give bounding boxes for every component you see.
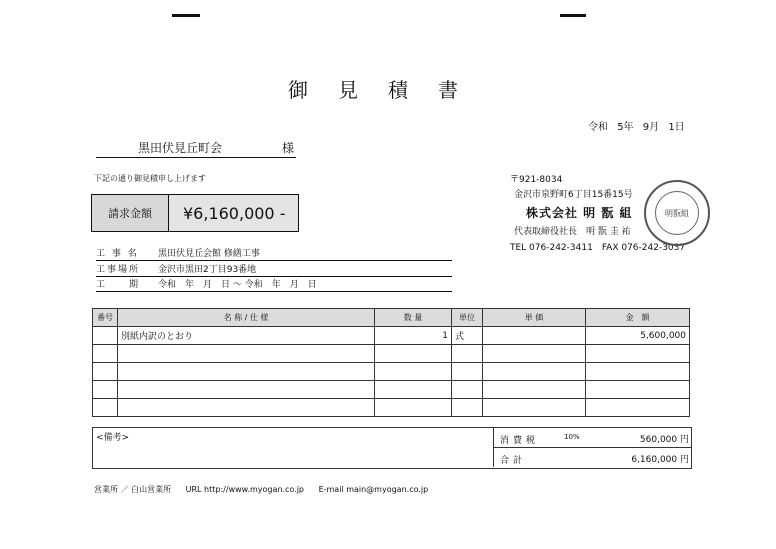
seal-inner-ring: 明翫組 [655,191,699,235]
table-header [93,309,690,327]
totals-box [92,427,692,469]
footer-url: URL http://www.myogan.co.jp [185,485,305,494]
tax-label: 消費税 [500,436,540,446]
col-amount: 金 額 [586,309,690,327]
client-honorific: 様 [282,141,295,155]
col-name: 名 称 / 仕 様 [118,309,375,327]
issue-date: 令和 5年 9月 1日 [588,122,685,133]
tax-rate: 10% [564,433,580,441]
company-address: 金沢市泉野町6丁目15番15号 [514,190,633,200]
col-price: 単 価 [483,309,586,327]
amount-value: ¥6,160,000 - [169,195,298,231]
client-line [96,139,296,158]
client-name: 黒田伏見丘町会 [138,141,223,155]
project-period-row: 工 期 令和 年 月 日 ～ 令和 年 月 日 [96,275,452,292]
amount-box [91,194,299,232]
table-row [93,399,690,417]
project-name-row: 工 事 名 黒田伏見丘会館 修繕工事 [96,244,452,261]
company-name: 株式会社 明 翫 組 [526,206,633,220]
col-unit: 単位 [452,309,483,327]
table-row: 別紙内訳のとおり 1 式 5,600,000 [93,327,690,345]
project-location-row: 工事場所 金沢市黒田2丁目93番地 [96,260,452,277]
remarks-label: <備考> [96,433,130,443]
table-row [93,381,690,399]
tax-row [493,428,692,448]
footer-email: E-mail main@myogan.co.jp [318,485,429,494]
scan-mark-left [172,14,200,17]
total-row [493,448,692,467]
company-representative: 代表取締役社長 明 翫 圭 祐 [514,227,631,237]
footer-office: 営業所 ／ 白山営業所 [94,485,172,494]
company-seal-icon [644,180,710,246]
intro-text: 下記の通り御見積申し上げます [94,174,206,183]
company-tel-fax: TEL 076-242-3411 FAX 076-242-3037 [510,243,686,253]
scan-mark-right [560,14,586,17]
tax-value: 560,000 円 [639,435,689,445]
table-row [93,345,690,363]
table-row [93,363,690,381]
items-table [92,308,690,417]
col-number: 番号 [93,309,118,327]
footer-contact [94,484,440,495]
total-label: 合計 [500,456,527,466]
company-postal: 〒921-8034 [510,175,563,185]
col-qty: 数 量 [375,309,452,327]
total-value: 6,160,000 円 [631,455,689,465]
document-title: 御見積書 [288,78,488,102]
amount-label: 請求金額 [92,195,169,231]
